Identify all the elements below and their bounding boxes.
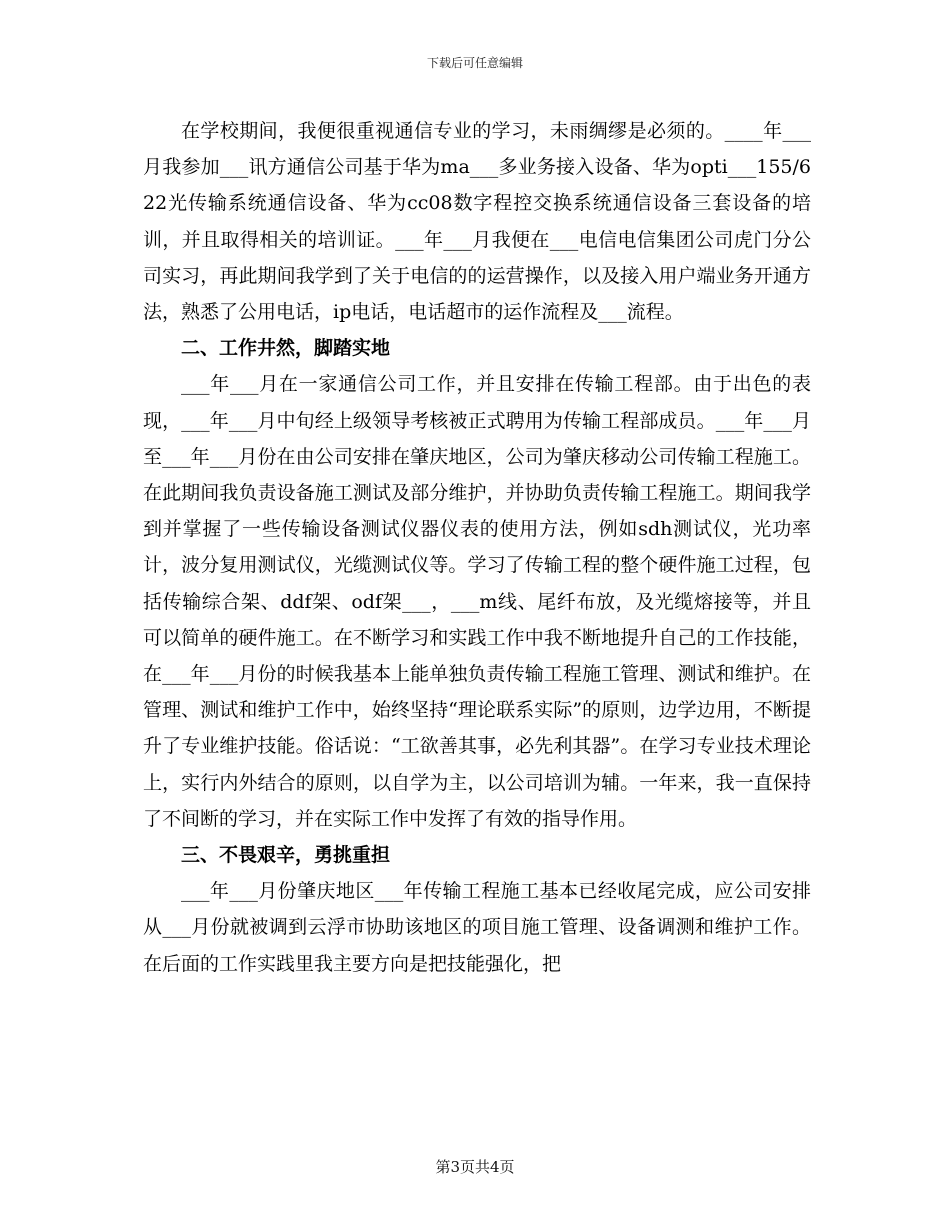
page-number: 第3页共4页 xyxy=(435,1158,515,1176)
paragraph-yunfu-assignment: ___年___月份肇庆地区___年传输工程施工基本已经收尾完成，应公司安排从___月份就被调到云浮市协助该地区的项目施工管理、设备调测和维护工作。在后面的工作实践里我主要方向是把技能强化，把 xyxy=(143,880,811,975)
page-header: 下载后可任意编辑 xyxy=(426,56,523,70)
section-heading-2: 二、工作井然，脚踏实地 xyxy=(181,337,391,360)
document-body xyxy=(143,113,811,982)
paragraph-school-study: 在学校期间，我便很重视通信专业的学习，未雨绸缪是必须的。____年___月我参加___讯方通信公司基于华为ma___多业务接入设备、华为opti___155/622光传输系统通信设备、华为cc08数字程控交换系统通信设备三套设备的培训，并且取得相关的培训证。___年___月我便在___电信电信集团公司虎门分公司实习，再此期间我学到了关于电信的的运营操作，以及接入用户端业务开通方法，熟悉了公用电话，ip电话，电话超市的运作流程及___流程。 xyxy=(143,120,811,324)
paragraph-work-experience: ___年___月在一家通信公司工作，并且安排在传输工程部。由于出色的表现，___年___月中旬经上级领导考核被正式聘用为传输工程部成员。___年___月至___年___月份在由公司安排在肇庆地区，公司为肇庆移动公司传输工程施工。在此期间我负责设备施工测试及部分维护，并协助负责传输工程施工。期间我学到并掌握了一些传输设备测试仪器仪表的使用方法，例如sdh测试仪，光功率计，波分复用测试仪，光缆测试仪等。学习了传输工程的整个硬件施工过程，包括传输综合架、ddf架、odf架___，___m线、尾纤布放，及光缆熔接等，并且可以简单的硬件施工。在不断学习和实践工作中我不断地提升自己的工作技能，在___年___月份的时候我基本上能单独负责传输工程施工管理、测试和维护。在管理、测试和维护工作中，始终坚持“理论联系实际”的原则，边学边用，不断提升了专业维护技能。俗话说：“工欲善其事，必先利其器”。在学习专业技术理论上，实行内外结合的原则，以自学为主，以公司培训为辅。一年来，我一直保持了不间断的学习，并在实际工作中发挥了有效的指导作用。 xyxy=(143,373,811,830)
section-heading-3: 三、不畏艰辛，勇挑重担 xyxy=(181,844,391,867)
